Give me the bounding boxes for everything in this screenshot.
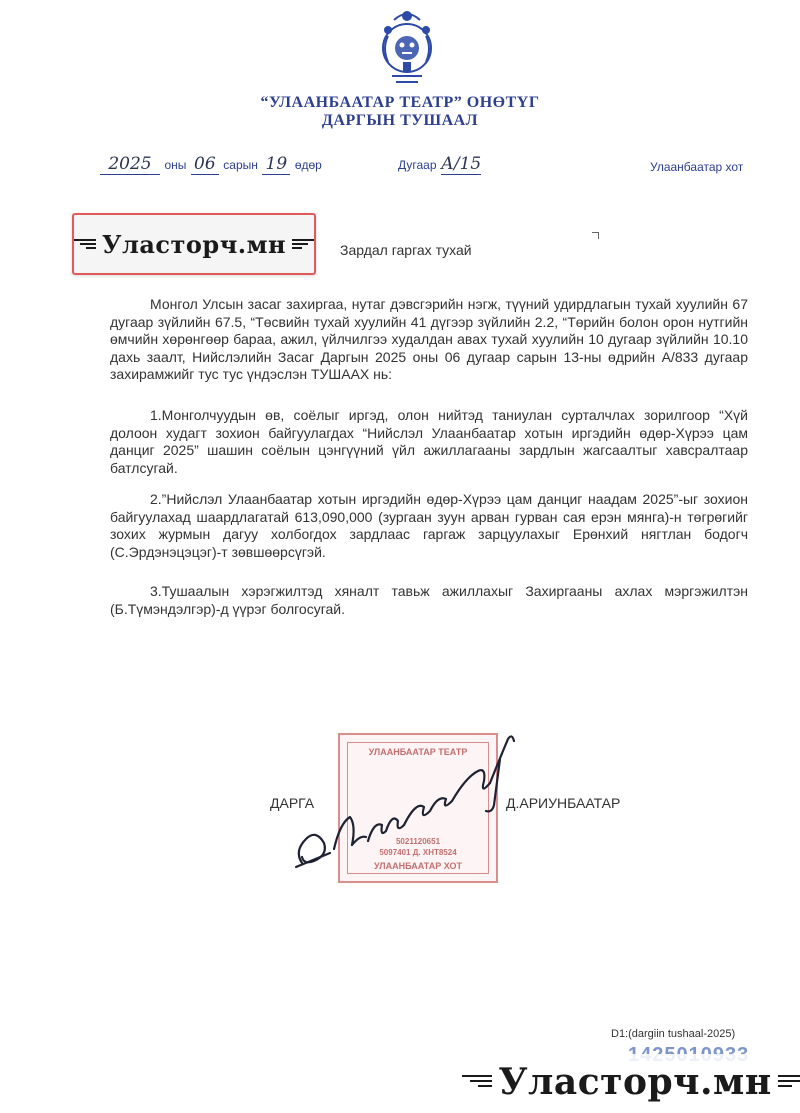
date-line [100, 154, 322, 175]
number-label: Дугаар [398, 158, 437, 172]
soyombo-emblem-icon [374, 6, 440, 88]
subject-line: Зардал гаргах тухай [340, 242, 472, 258]
watermark-logo-bottom [470, 1054, 800, 1110]
date-day: 19 [262, 154, 290, 175]
city-label: Улаанбаатар хот [650, 160, 744, 174]
stamp-code-1: 5021120651 [395, 837, 441, 846]
month-label: сарын [223, 158, 258, 172]
year-label: оны [164, 158, 187, 172]
watermark-logo-box [72, 213, 316, 275]
order-item-3: 3.Тушаалын хэрэгжилтэд хяналт тавьж ажиллахыг Захиргааны ахлах мэргэжилтэн (Б.Түмэндэлгэр)-д үүрэг болгосугай. [110, 583, 748, 617]
order-item-1: 1.Монголчуудын өв, соёлыг иргэд, олон нийтэд таниулан сурталчлах зорилгоор “Хүй долоон худагт зохион байгуулагдах “Нийслэл Улаанбаатар хотын иргэдийн өдөр-Хүрээ цам данциг 2025” шашин соёлын цэнгүүний үйл ажиллагааны зардлын жагсаалтыг хавсралтаар батлсугай. [110, 407, 748, 476]
corner-mark [592, 232, 599, 239]
order-item-2: 2.”Нийслэл Улаанбаатар хотын иргэдийн өдөр-Хүрээ цам данциг наадам 2025”-ыг зохион байгуулахад шаардлагатай 613,090,000 (зургаан зуун арван гурван сая ерэн мянга)-н төгрөгийг зохих журмын дагуу холбогдох зардлаас гаргаж зарцуулахыг Ерөнхий нягтлан бодогч (С.Эрдэнэцэцэг)-т зөвшөөрсүгэй. [110, 491, 748, 560]
stamp-top-text: УЛААНБААТАР ТЕАТР [368, 747, 468, 757]
right-wing-icon [778, 1075, 794, 1089]
preamble-paragraph: Монгол Улсын засаг захиргаа, нутаг дэвсгэрийн нэгж, түүний удирдлагын тухай хуулийн 67 дугаар зүйлийн 67.5, “Төсвийн тухай хуулийн 41 дүгээр зүйлийн 2.2, “Төрийн болон орон нутгийн өмчийн хөрөнгөөр бараа, ажил, үйлчилгээ худалдан авах тухай хуулийн 10 дугаар зүйлийн 10.10 дахь заалт, Нийслэлийн Засаг Даргын 2025 оны 06 дугаар сарын 13-ны өдрийн А/833 дугаар захирамжийг тус тус үндэслэн ТУШААХ нь: [110, 296, 748, 382]
handwritten-signature [290, 725, 520, 875]
document-number [398, 154, 481, 175]
organization-name: “УЛААНБААТАР ТЕАТР” ОНӨТҮГ [260, 94, 540, 111]
right-wing-icon [292, 239, 308, 249]
number-value: А/15 [440, 154, 482, 174]
watermark-site-name: Уласторч.мн [101, 229, 287, 259]
date-year: 2025 [100, 154, 160, 175]
left-wing-icon [80, 239, 96, 249]
signatory-title: ДАРГА [270, 795, 315, 811]
stamp-bottom-text: УЛААНБААТАР ХОТ [374, 861, 462, 871]
left-wing-icon [476, 1075, 492, 1089]
stamp-code-2: 5097401 Д. ХНТ8524 [379, 848, 457, 857]
document-code: D1:(dargiin tushaal-2025) [611, 1028, 736, 1040]
signatory-name: Д.АРИУНБААТАР [506, 795, 621, 811]
day-label: өдөр [294, 158, 322, 172]
watermark-site-name: Уласторч.мн [498, 1061, 772, 1103]
document-type-title: ДАРГЫН ТУШААЛ [321, 112, 479, 129]
date-month: 06 [191, 154, 219, 175]
